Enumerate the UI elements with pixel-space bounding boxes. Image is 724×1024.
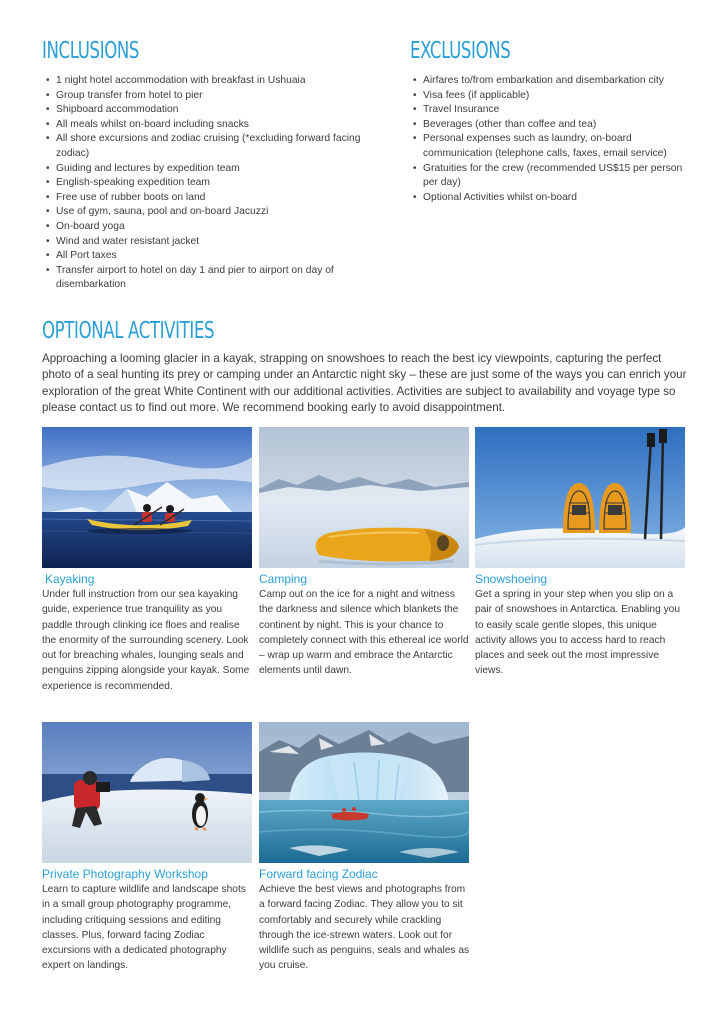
- list-item: • Beverages (other than coffee and tea): [411, 118, 689, 133]
- list-item: • Free use of rubber boots on land: [44, 191, 394, 206]
- camping-photo: [259, 427, 471, 568]
- photography-photo: [42, 722, 254, 863]
- list-item: • Visa fees (if applicable): [411, 89, 689, 104]
- list-item: • All meals whilst on-board including snacks: [44, 118, 394, 133]
- activity-card-kayaking: [42, 427, 254, 694]
- optional-activities-heading: OPTIONAL ACTIVITIES: [42, 318, 215, 344]
- list-item: • Wind and water resistant jacket: [44, 235, 394, 250]
- list-item: • All shore excursions and zodiac cruising (*excluding forward facing zodiac): [44, 132, 394, 161]
- list-item: • Gratuities for the crew (recommended US$15 per person per day): [411, 162, 689, 191]
- list-item: • Optional Activities whilst on-board: [411, 191, 689, 206]
- kayaking-description: Under full instruction from our sea kayaking guide, experience true tranquility as you paddle through clinking ice floes and realise the enormity of the surrounding scenery. Look out for breaching whales, lounging seals and penguins zipping alongside your kayak. Some experience is recommended.: [42, 589, 250, 692]
- photography-description: Learn to capture wildlife and landscape shots in a small group photography programme, including critiquing sessions and editing classes. Plus, forward facing Zodiac excursions with a dedicated photography expert on landings.: [42, 884, 246, 972]
- photography-title: Private Photography Workshop: [42, 867, 208, 881]
- forward-zodiac-description: Achieve the best views and photographs from a forward facing Zodiac. They allow you to sit comfortably and securely while crackling through the ice-strewn waters. Look out for wildlife such as penguins, seals and whales as you cruise.: [259, 884, 470, 972]
- camping-description: Camp out on the ice for a night and witness the darkness and silence which blankets the continent by night. This is your chance to completely connect with this ethereal ice world – wrap up warm and embrace the Antarctic elements until dawn.: [259, 589, 469, 677]
- activity-card-camping: [259, 427, 471, 679]
- list-item: • Guiding and lectures by expedition team: [44, 162, 394, 177]
- camping-title: Camping: [259, 572, 308, 586]
- exclusions-heading: EXCLUSIONS: [410, 38, 511, 64]
- list-item: • Personal expenses such as laundry, on-board communication (telephone calls, faxes, email service): [411, 132, 689, 161]
- snowshoeing-description: Get a spring in your step when you slip on a pair of snowshoes in Antarctica. Enabling you to easily scale gentle slopes, this unique activity allows you to access hard to reach places and seek out the most impressive views.: [475, 589, 681, 677]
- activity-card-forward-zodiac: [259, 722, 471, 974]
- list-item: • Use of gym, sauna, pool and on-board Jacuzzi: [44, 205, 394, 220]
- exclusions-list: [411, 74, 689, 205]
- kayaking-title: Kayaking: [45, 572, 95, 586]
- forward-zodiac-title: Forward facing Zodiac: [259, 867, 378, 881]
- optional-activities-intro: Approaching a looming glacier in a kayak, strapping on snowshoes to reach the best icy viewpoints, capturing the perfect photo of a seal hunting its prey or camping under an Antarctic night sky – these are just some of the ways you can enrich your exploration of the great White Continent with our additional activities. Activities are subject to availability and voyage type so please contact us to find out more. We recommend booking early to avoid disappointment.: [42, 352, 687, 414]
- list-item: • Shipboard accommodation: [44, 103, 394, 118]
- list-item: • English-speaking expedition team: [44, 176, 394, 191]
- snowshoeing-title: Snowshoeing: [475, 572, 548, 586]
- list-item: • On-board yoga: [44, 220, 394, 235]
- list-item: • Group transfer from hotel to pier: [44, 89, 394, 104]
- activity-card-snowshoeing: [475, 427, 687, 679]
- list-item: • All Port taxes: [44, 249, 394, 264]
- inclusions-heading: INCLUSIONS: [42, 38, 140, 64]
- snowshoeing-photo: [475, 427, 687, 568]
- kayaking-photo: [42, 427, 254, 568]
- list-item: • Airfares to/from embarkation and disembarkation city: [411, 74, 689, 89]
- activity-card-photography: [42, 722, 254, 974]
- list-item: • Travel Insurance: [411, 103, 689, 118]
- forward-zodiac-photo: [259, 722, 471, 863]
- inclusions-list: [44, 74, 394, 293]
- list-item: • 1 night hotel accommodation with breakfast in Ushuaia: [44, 74, 394, 89]
- list-item: • Transfer airport to hotel on day 1 and pier to airport on day of disembarkation: [44, 264, 394, 293]
